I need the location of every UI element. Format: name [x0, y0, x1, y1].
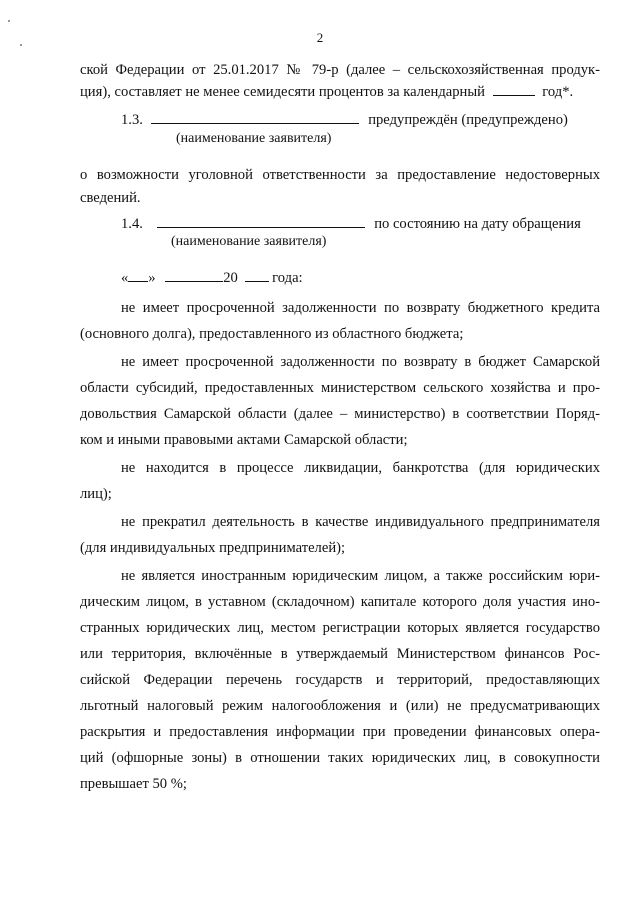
text-fragment: предупреждён (предупреждено): [368, 112, 568, 128]
text-line: (основного долга), предоставленного из областного бюджета;: [80, 326, 464, 342]
text-fragment: по состоянию на дату обращения: [374, 216, 581, 232]
text-line: не находится в процессе ликвидации, банкротства (для юридических: [121, 460, 600, 476]
year-blank: [245, 268, 269, 282]
date-line: [121, 268, 640, 288]
text-line: не прекратил деятельность в качестве индивидуального предпринимателя: [121, 514, 600, 530]
text-line: дическим лицом, в уставном (складочном) капитале которого доля участия ино-: [80, 594, 600, 610]
text-line: не имеет просроченной задолженности по возврату в бюджет Самарской: [121, 354, 600, 370]
text-line: ской Федерации от 25.01.2017 № 79-р (далее – сельскохозяйственная продук-: [80, 62, 600, 78]
item-1-4: [121, 214, 640, 234]
text-line: ком и иными правовыми актами Самарской области;: [80, 432, 408, 448]
item-number: 1.4.: [121, 216, 143, 232]
day-blank: [128, 268, 148, 282]
applicant-name-blank: [157, 214, 365, 228]
text-line: (для индивидуальных предпринимателей);: [80, 540, 346, 556]
text-line: сийской Федерации перечень государств и территорий, предоставляющих: [80, 672, 600, 688]
blank-caption: (наименование заявителя): [176, 131, 332, 146]
text-fragment: год*.: [542, 84, 574, 100]
scan-speck: [8, 20, 10, 22]
text-line: [80, 82, 600, 102]
item-1-3: [121, 110, 640, 130]
text-line: раскрытия и предоставления информации при проведении финансовых опера-: [80, 724, 600, 740]
text-line: или территория, включённые в утверждаемый Министерством финансов Рос-: [80, 646, 600, 662]
date-open-quote: «: [121, 270, 129, 286]
text-line: превышает 50 %;: [80, 776, 187, 792]
page-number: 2: [316, 30, 324, 45]
text-line: области субсидий, предоставленных министерством сельского хозяйства и про-: [80, 380, 600, 396]
applicant-name-blank: [151, 110, 359, 124]
text-line: лиц);: [80, 486, 112, 502]
text-line: о возможности уголовной ответственности за предоставление недостоверных: [80, 167, 600, 183]
date-close-quote: »: [148, 270, 156, 286]
text-line: не имеет просроченной задолженности по возврату бюджетного кредита: [121, 300, 600, 316]
text-line: не является иностранным юридическим лицом, а также российским юри-: [121, 568, 600, 584]
text-line: странных юридических лиц, местом регистрации которых является государство: [80, 620, 600, 636]
item-number: 1.3.: [121, 112, 143, 128]
year-blank: [493, 82, 535, 96]
year-prefix: 20: [223, 270, 238, 286]
text-line: сведений.: [80, 190, 141, 206]
month-blank: [165, 268, 223, 282]
text-line: довольствия Самарской области (далее – министерство) в соответствии Поряд-: [80, 406, 600, 422]
text-line: ций (офшорные зоны) в отношении таких юридических лиц, в совокупности: [80, 750, 600, 766]
text-line: льготный налоговый режим налогообложения и (или) не предусматривающих: [80, 698, 600, 714]
text-fragment: ция), составляет не менее семидесяти процентов за календарный: [80, 84, 485, 100]
text-fragment: года:: [272, 270, 303, 286]
blank-caption: (наименование заявителя): [171, 234, 327, 249]
